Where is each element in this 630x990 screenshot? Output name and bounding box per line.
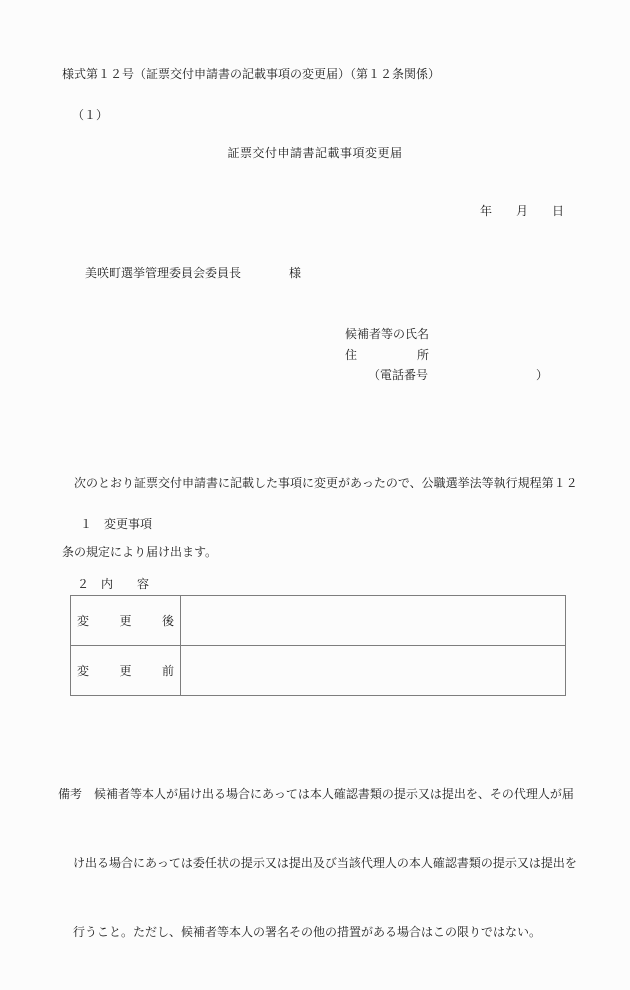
table-label-before: 変 更 前 [77,663,174,678]
table-label-after-cell [71,596,181,645]
item-number: （１） [72,108,109,122]
form-number-heading: 様式第１２号（証票交付申請書の記載事項の変更届）（第１２条関係） [62,67,441,81]
section-heading-contents: ２ 内 容 [77,577,150,591]
table-row-after [71,596,565,645]
table-value-before-cell [181,646,565,695]
applicant-address-label: 住 所 [345,348,430,362]
document-title: 証票交付申請書記載事項変更届 [227,146,403,160]
remarks-line-2: け出る場合にあっては委任状の提示又は提出及び当該代理人の本人確認書類の提示又は提出を [73,856,577,870]
table-row-before [71,645,565,695]
remarks-line-1: 備考 候補者等本人が届け出る場合にあっては本人確認書類の提示又は提出を、その代理人が届 [58,787,574,801]
applicant-name-label: 候補者等の氏名 [345,327,430,341]
table-label-after: 変 更 後 [77,613,174,628]
body-paragraph-line-2: 条の規定により届け出ます。 [62,545,218,559]
section-heading-change-items: １ 変更事項 [80,517,153,531]
table-value-after-cell [181,596,565,645]
body-paragraph-line-1: 次のとおり証票交付申請書に記載した事項に変更があったので、公職選挙法等執行規程第１２ [62,476,578,490]
addressee-line: 美咲町選挙管理委員会委員長 様 [85,266,302,280]
table-label-before-cell [71,646,181,695]
change-contents-table [70,595,566,696]
remarks-line-3: 行うこと。ただし、候補者等本人の署名その他の措置がある場合はこの限りではない。 [73,925,542,939]
date-line: 年 月 日 [479,204,564,218]
applicant-phone-label: （電話番号 ） [368,368,549,382]
remarks-note [58,737,577,990]
